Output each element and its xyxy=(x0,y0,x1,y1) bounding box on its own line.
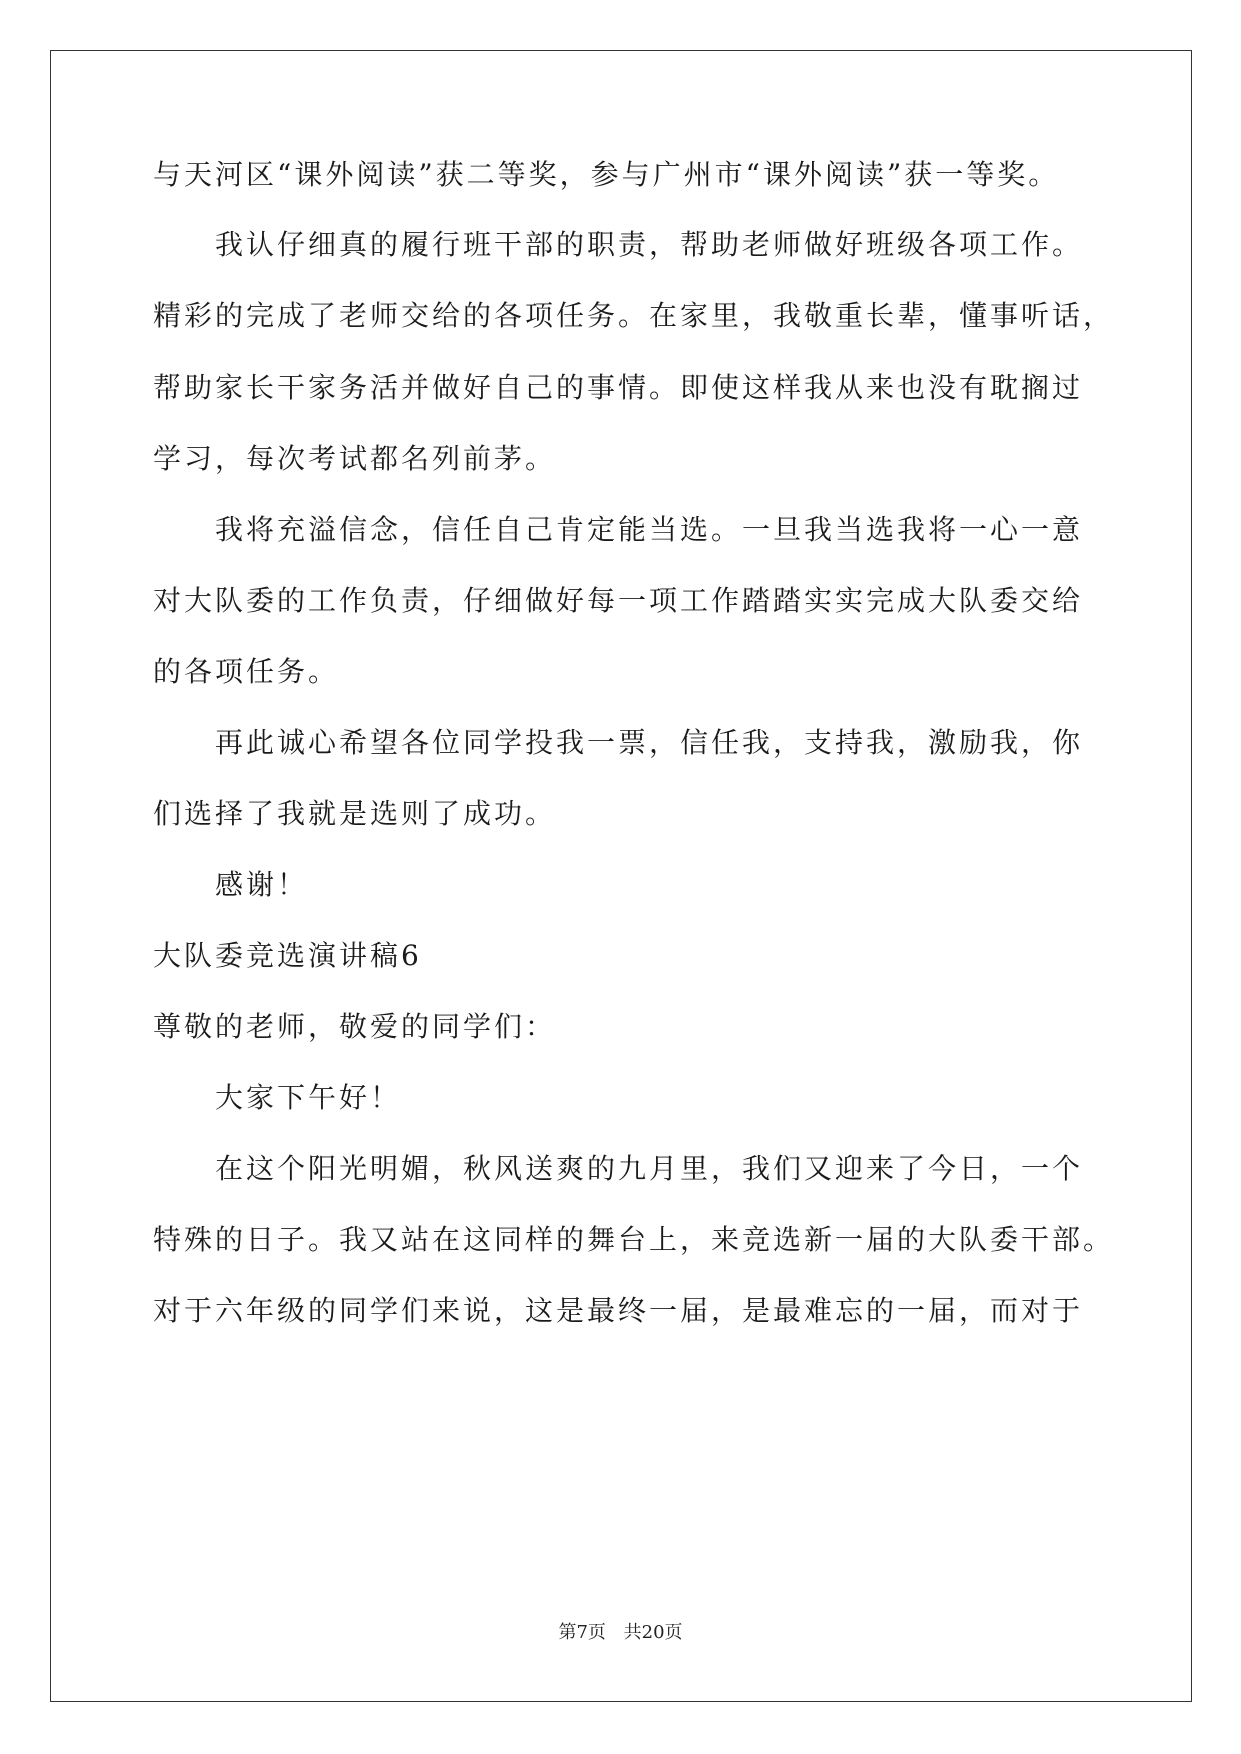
page-footer xyxy=(0,1622,1241,1644)
page-number: 第7页 xyxy=(558,1622,606,1643)
text-line: 感谢！ xyxy=(215,868,309,901)
salutation: 尊敬的老师，敬爱的同学们： xyxy=(153,1010,557,1043)
text-line: 的各项任务。 xyxy=(153,655,340,688)
greeting: 大家下午好！ xyxy=(215,1081,402,1114)
text-line: 在这个阳光明媚，秋风送爽的九月里，我们又迎来了今日，一个 xyxy=(215,1152,1084,1185)
text-line: 我将充溢信念，信任自己肯定能当选。一旦我当选我将一心一意 xyxy=(215,513,1084,546)
text-line: 与天河区“课外阅读”获二等奖，参与广州市“课外阅读”获一等奖。 xyxy=(153,158,1060,191)
text-line: 帮助家长干家务活并做好自己的事情。即使这样我从来也没有耽搁过 xyxy=(153,371,1084,404)
page-total: 共20页 xyxy=(623,1622,683,1643)
text-line: 对于六年级的同学们来说，这是最终一届，是最难忘的一届，而对于 xyxy=(153,1294,1084,1327)
text-line: 对大队委的工作负责，仔细做好每一项工作踏踏实实完成大队委交给 xyxy=(153,584,1084,617)
section-title: 大队委竞选演讲稿6 xyxy=(153,939,422,972)
text-line: 们选择了我就是选则了成功。 xyxy=(153,797,557,830)
text-line: 特殊的日子。我又站在这同样的舞台上，来竞选新一届的大队委干部。 xyxy=(153,1223,1115,1256)
text-line: 我认仔细真的履行班干部的职责，帮助老师做好班级各项工作。 xyxy=(215,228,1084,261)
text-line: 再此诚心希望各位同学投我一票，信任我，支持我，激励我，你 xyxy=(215,726,1084,759)
text-line: 精彩的完成了老师交给的各项任务。在家里，我敬重长辈，懂事听话， xyxy=(153,299,1115,332)
text-line: 学习，每次考试都名列前茅。 xyxy=(153,442,557,475)
